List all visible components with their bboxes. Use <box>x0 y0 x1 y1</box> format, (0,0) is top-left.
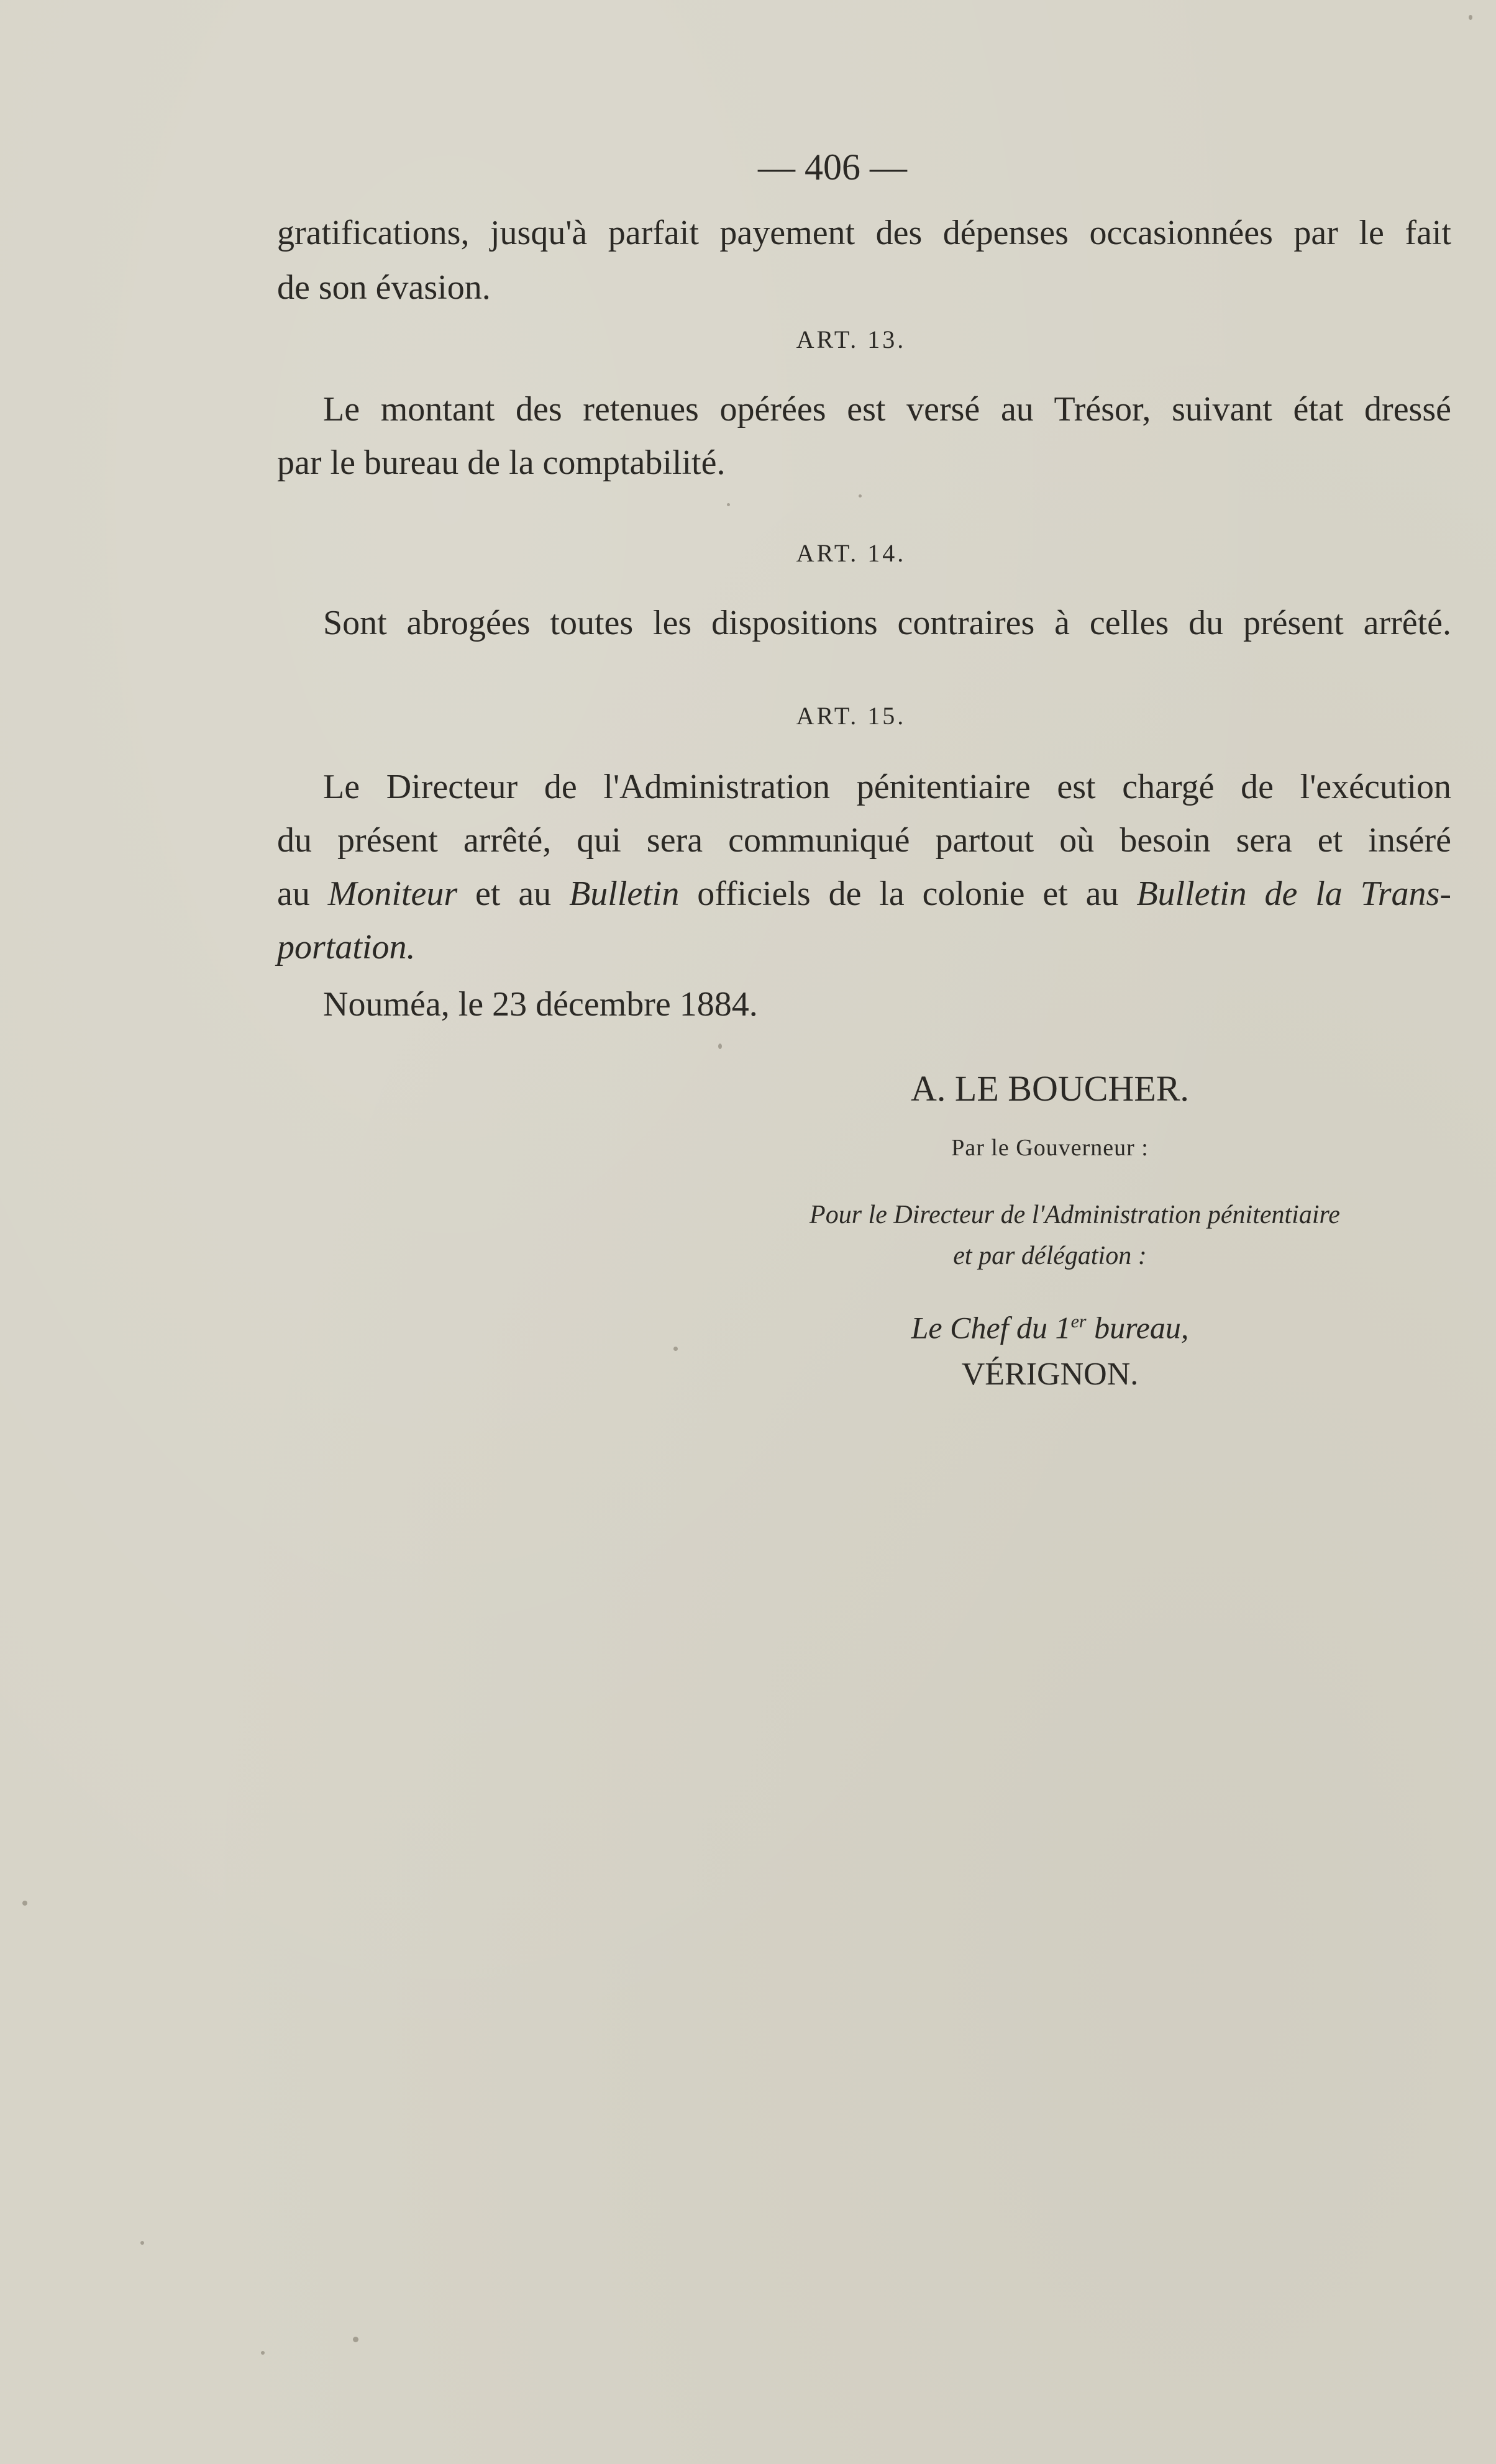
paper-speck <box>140 2241 144 2245</box>
italic-title-moniteur: Moniteur <box>327 875 458 913</box>
paper-speck <box>673 1347 678 1351</box>
signer-name: A. LE BOUCHER. <box>911 1068 1189 1109</box>
paragraph-line: portation. <box>277 928 416 966</box>
text-run: et au <box>457 875 570 913</box>
article-heading: ART. 15. <box>796 702 906 730</box>
text-run: au <box>277 875 328 913</box>
paragraph-line: Le montant des retenues opérées est versé au Trésor, suivant état dressé <box>323 390 1451 429</box>
paragraph-line-mixed <box>277 868 1451 919</box>
paragraph-line: de son évasion. <box>277 268 491 307</box>
paper-speck <box>859 494 862 498</box>
paper-speck <box>261 2351 265 2355</box>
date-line: Nouméa, le 23 décembre 1884. <box>323 985 758 1024</box>
paragraph-line: par le bureau de la comptabilité. <box>277 443 726 482</box>
text-run: Le Chef du 1 <box>911 1310 1071 1345</box>
article-heading: ART. 14. <box>796 539 906 567</box>
paper-speck <box>1469 15 1472 20</box>
paragraph-line: Le Directeur de l'Administration pénitentiaire est chargé de l'exécution <box>323 768 1451 806</box>
paper-speck <box>353 2337 358 2342</box>
italic-title-bulletin-transportation: Bulletin de la Trans- <box>1136 875 1451 913</box>
paper-speck <box>727 503 730 506</box>
signatory-name: VÉRIGNON. <box>961 1357 1139 1392</box>
paragraph-line: du présent arrêté, qui sera communiqué partout où besoin sera et inséré <box>277 821 1451 860</box>
text-run: bureau, <box>1086 1310 1189 1345</box>
paragraph-line: Sont abrogées toutes les dispositions contraires à celles du présent arrêté. <box>323 604 1451 642</box>
signature-pour-line: Pour le Directeur de l'Administration pénitentiaire <box>810 1201 1340 1229</box>
italic-title-bulletin: Bulletin <box>569 875 680 913</box>
signature-delegation-line: et par délégation : <box>953 1242 1147 1270</box>
text-run: officiels de la colonie et au <box>679 875 1137 913</box>
paper-speck <box>22 1901 27 1906</box>
signature-par-line: Par le Gouverneur : <box>951 1135 1149 1161</box>
signature-chef-line <box>801 1298 1298 1352</box>
article-heading: ART. 13. <box>796 325 906 353</box>
page-number: — 406 — <box>758 147 907 188</box>
paragraph-line: gratifications, jusqu'à parfait payement des dépenses occasionnées par le fait <box>277 214 1451 252</box>
superscript: er <box>1070 1311 1087 1332</box>
paper-speck <box>718 1043 722 1049</box>
